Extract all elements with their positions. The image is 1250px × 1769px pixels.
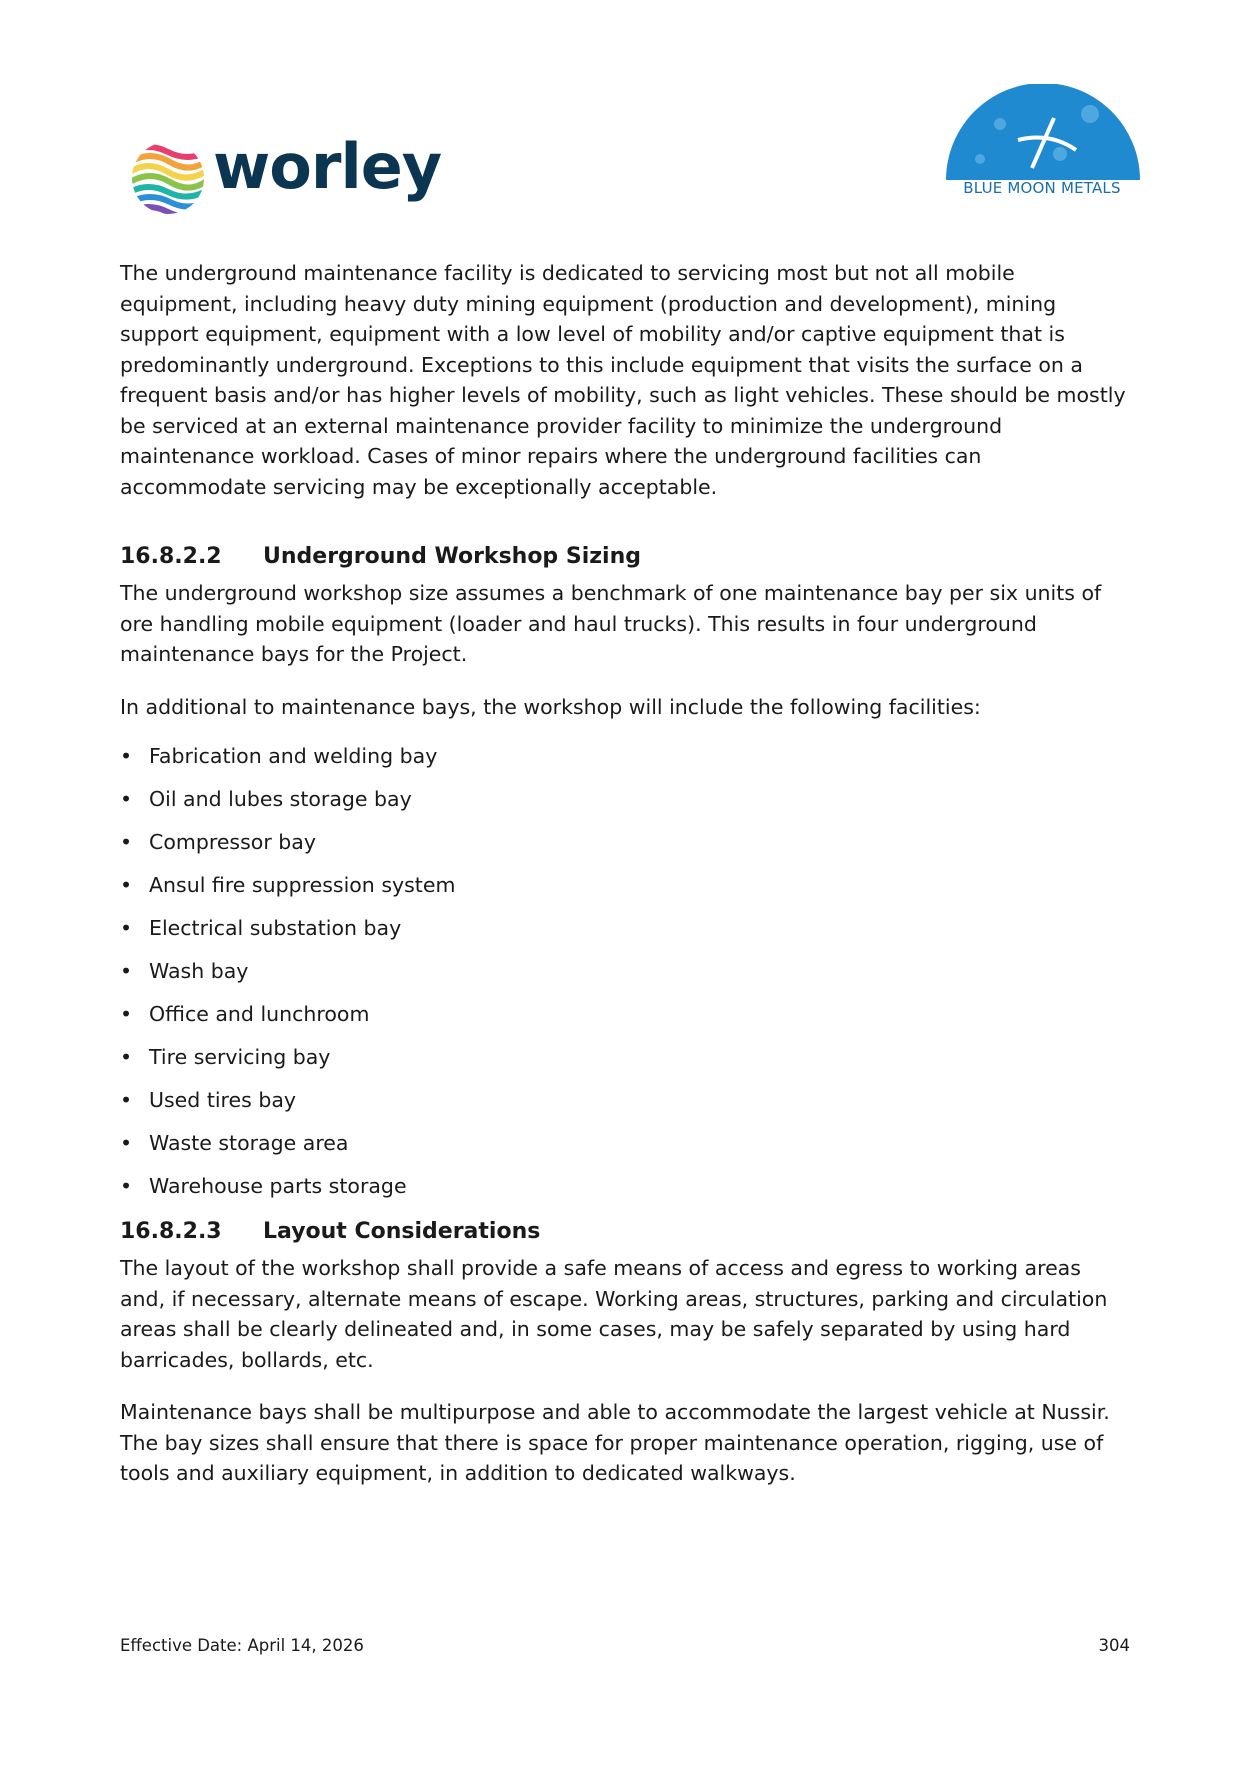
list-item: • Used tires bay [120,1088,297,1112]
list-item: • Fabrication and welding bay [120,744,438,768]
list-item: • Electrical substation bay [120,916,402,940]
list-item: • Ansul fire suppression system [120,873,456,897]
facilities-list [120,744,1130,1199]
page-number: 304 [1098,1636,1130,1655]
list-item: • Office and lunchroom [120,1002,370,1026]
list-item: • Waste storage area [120,1131,349,1155]
section-title: Underground Workshop Sizing [263,544,641,569]
section-heading-layout [120,1217,1130,1247]
list-item: • Wash bay [120,959,249,983]
section-heading-sizing [120,542,1130,572]
list-item: • Warehouse parts storage [120,1174,407,1198]
list-item: • Compressor bay [120,830,316,854]
intro-paragraph: The underground maintenance facility is dedicated to servicing most but not all mobile equipment, including heavy duty mining equipment (production and development), mining support equipment, equipment with a low level of mobility and/or captive equipment that is predominantly underground. Exceptions to this include equipment that visits the surface on a frequent basis and/or has higher levels of mobility, such as light vehicles. These should be mostly be serviced at an external maintenance provider facility to minimize the underground maintenance workload. Cases of minor repairs where the underground facilities can accommodate servicing may be exceptionally acceptable. [120,261,1126,499]
worley-logo [128,130,468,226]
layout-paragraph-2: Maintenance bays shall be multipurpose and able to accommodate the largest vehicle at Nussir. The bay sizes shall ensure that there is space for proper maintenance operation, rigging, use of tools and auxiliary equipment, in addition to dedicated walkways. [120,1400,1110,1485]
worley-swirl-icon [128,138,208,218]
page-footer [120,1636,1130,1655]
sizing-paragraph-1: The underground workshop size assumes a benchmark of one maintenance bay per six units of ore handling mobile equipment (loader and haul trucks). This results in four underground maintenance bays for the Project. [120,581,1102,666]
blue-moon-metals-logo [940,84,1146,214]
section-number: 16.8.2.2 [120,544,222,569]
list-item: • Oil and lubes storage bay [120,787,412,811]
page-header [0,96,1250,226]
document-body [120,258,1130,1511]
sizing-paragraph-2: In additional to maintenance bays, the workshop will include the following facilities: [120,694,981,719]
list-item: • Tire servicing bay [120,1045,331,1069]
blue-moon-metals-text: BLUE MOON METALS [963,179,1121,197]
section-title: Layout Considerations [263,1219,541,1244]
worley-wordmark: worley [213,130,442,203]
effective-date: Effective Date: April 14, 2026 [120,1636,364,1655]
moon-pickaxe-icon [940,84,1146,180]
section-number: 16.8.2.3 [120,1219,222,1244]
layout-paragraph-1: The layout of the workshop shall provide a safe means of access and egress to working areas and, if necessary, alternate means of escape. Working areas, structures, parking and circulation areas shall be clearly delineated and, in some cases, may be safely separated by using hard barricades, bollards, etc. [120,1256,1108,1372]
